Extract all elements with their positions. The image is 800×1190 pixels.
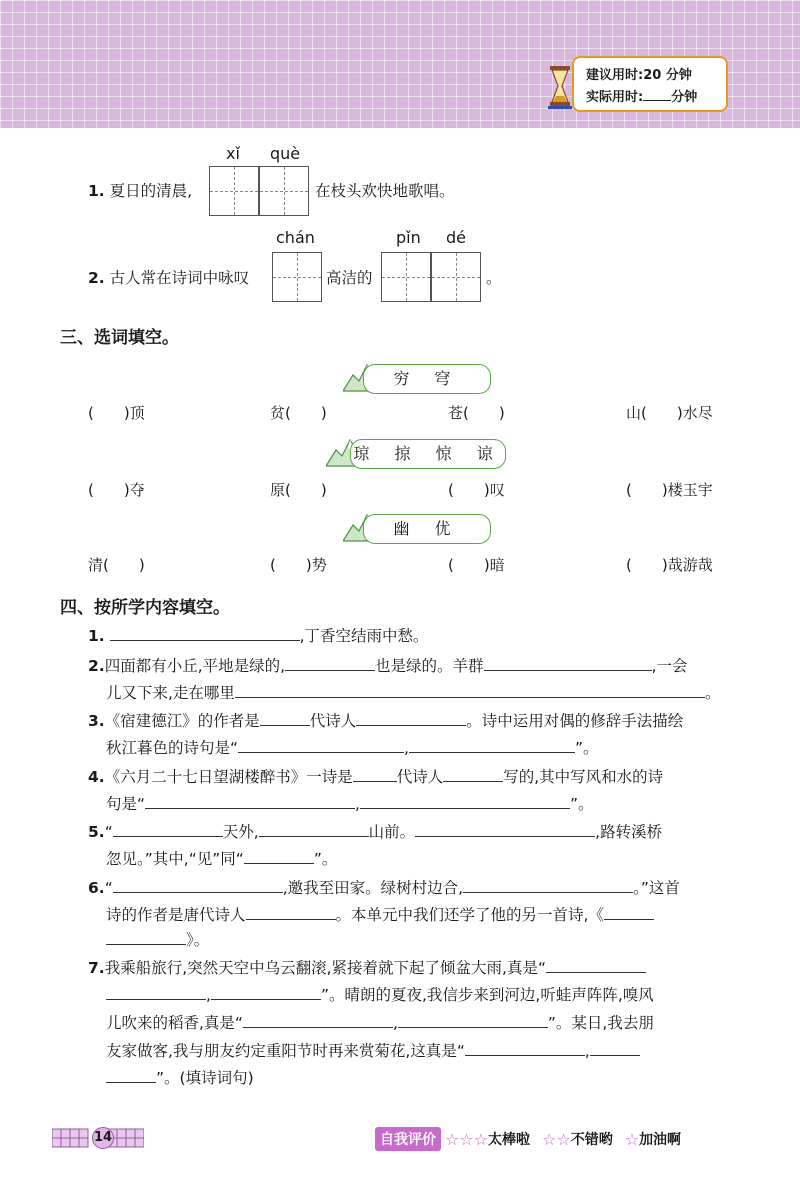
self-evaluation <box>375 1127 693 1151</box>
answer-blank[interactable] <box>244 849 314 864</box>
answer-blank[interactable] <box>259 822 369 837</box>
answer-blank[interactable] <box>415 822 595 837</box>
fill-item[interactable]: ( )暗 <box>448 556 505 574</box>
answer-blank[interactable] <box>106 985 206 1000</box>
p2-q2-prefix: 2. 古人常在诗词中咏叹 <box>88 269 250 287</box>
answer-blank[interactable] <box>465 1041 585 1056</box>
p4-q7-line1: 7.我乘船旅行,突然天空中乌云翻滚,紧接着就下起了倾盆大雨,真是“ <box>88 956 646 978</box>
answer-blank[interactable] <box>604 905 654 920</box>
answer-blank[interactable] <box>110 626 300 641</box>
p4-q2-line1: 2.四面都有小丘,平地是绿的, 也是绿的。羊群 ,一会 <box>88 657 688 675</box>
eval-level-3: 加油啊 <box>639 1132 682 1148</box>
p4-q6-line3: 》。 <box>106 928 209 950</box>
tianzige-box[interactable] <box>209 166 259 216</box>
p4-q3-line1: 3.《宿建德江》的作者是 代诗人 。诗中运用对偶的修辞手法描绘 <box>88 712 684 730</box>
pinyin-de: dé <box>446 228 466 247</box>
answer-blank[interactable] <box>246 905 336 920</box>
star-icon[interactable]: ☆ <box>624 1129 640 1149</box>
p2-q2-end: 。 <box>486 269 502 287</box>
tianzige-box[interactable] <box>431 252 481 302</box>
word-choice-box: 幽 优 <box>363 514 491 544</box>
tianzige-box[interactable] <box>259 166 309 216</box>
answer-blank[interactable] <box>398 1013 548 1028</box>
answer-blank[interactable] <box>113 878 283 893</box>
answer-blank[interactable] <box>243 1013 393 1028</box>
p4-q6-line1: 6.“ ,邀我至田家。绿树村边合, 。”这首 <box>88 879 680 897</box>
p4-q3-line2: 秋江暮色的诗句是“ , ”。 <box>106 739 599 757</box>
p2-q1-suffix: 在枝头欢快地歌唱。 <box>315 182 455 200</box>
page-number: 14 <box>92 1127 114 1149</box>
answer-blank[interactable] <box>360 794 570 809</box>
actual-time: 实际用时: 分钟 <box>586 90 698 105</box>
fill-item[interactable]: ( )夺 <box>88 481 145 499</box>
p2-q2-middle: 高洁的 <box>326 269 373 287</box>
answer-blank[interactable] <box>484 656 652 671</box>
fill-item[interactable]: 原( ) <box>270 481 327 499</box>
fill-item[interactable]: ( )哉游哉 <box>626 556 713 574</box>
fill-item[interactable]: 山( )水尽 <box>626 404 713 422</box>
timer-box <box>572 56 728 112</box>
p4-q5-line2: 忽见。”其中,“见”同“ ”。 <box>106 850 338 868</box>
answer-blank[interactable] <box>235 683 705 698</box>
fill-item[interactable]: 苍( ) <box>448 404 505 422</box>
p4-q4-line2: 句是“ , ”。 <box>106 795 594 813</box>
answer-blank[interactable] <box>145 794 355 809</box>
fill-item[interactable]: ( )叹 <box>448 481 505 499</box>
word-choice-box: 琼 掠 惊 谅 <box>350 439 506 469</box>
star-icon[interactable]: ☆☆ <box>542 1129 571 1149</box>
pinyin-chan: chán <box>276 228 315 247</box>
word-choice-box: 穷 穹 <box>363 364 491 394</box>
fill-item[interactable]: ( )楼玉宇 <box>626 481 713 499</box>
eval-level-1: 太棒啦 <box>488 1132 531 1148</box>
star-icon[interactable]: ☆☆☆ <box>445 1129 489 1149</box>
pinyin-que: què <box>270 144 301 163</box>
p4-q7-line5: ”。(填诗词句) <box>106 1066 254 1088</box>
answer-blank[interactable] <box>443 767 503 782</box>
answer-blank[interactable] <box>546 958 646 973</box>
fill-item[interactable]: 清( ) <box>88 556 145 574</box>
answer-blank[interactable] <box>238 738 404 753</box>
fill-item[interactable]: ( )势 <box>270 556 327 574</box>
answer-blank[interactable] <box>106 930 186 945</box>
answer-blank[interactable] <box>106 1068 156 1083</box>
p4-q7-line2: , ”。晴朗的夏夜,我信步来到河边,听蛙声阵阵,嗅风 <box>106 983 654 1005</box>
answer-blank[interactable] <box>463 878 633 893</box>
answer-blank[interactable] <box>285 656 375 671</box>
answer-blank[interactable] <box>353 767 397 782</box>
answer-blank[interactable] <box>113 822 223 837</box>
pinyin-pin: pǐn <box>396 228 421 247</box>
p4-q5-line1: 5.“ 天外, 山前。 ,路转溪桥 <box>88 823 663 841</box>
actual-time-blank[interactable] <box>643 88 671 101</box>
p4-q7-line4: 友家做客,我与朋友约定重阳节时再来赏菊花,这真是“ , <box>106 1039 640 1061</box>
self-eval-label: 自我评价 <box>375 1127 441 1151</box>
tianzige-box[interactable] <box>381 252 431 302</box>
answer-blank[interactable] <box>260 711 310 726</box>
fill-item[interactable]: 贫( ) <box>270 404 327 422</box>
p4-q1: 1. ,丁香空结雨中愁。 <box>88 627 429 645</box>
eval-level-2: 不错哟 <box>570 1132 613 1148</box>
answer-blank[interactable] <box>211 985 321 1000</box>
answer-blank[interactable] <box>356 711 466 726</box>
section-3-title: 三、选词填空。 <box>60 328 179 348</box>
p4-q7-line3: 儿吹来的稻香,真是“ , ”。某日,我去朋 <box>106 1014 654 1032</box>
answer-blank[interactable] <box>409 738 575 753</box>
section-4-title: 四、按所学内容填空。 <box>60 598 230 618</box>
fill-item[interactable]: ( )顶 <box>88 404 145 422</box>
p4-q2-line2: 儿又下来,走在哪里 。 <box>106 684 721 702</box>
p2-q1-prefix: 1. 夏日的清晨, <box>88 182 193 200</box>
pinyin-xi: xǐ <box>226 144 240 163</box>
suggested-time: 建议用时:20 分钟 <box>586 68 692 83</box>
p4-q6-line2: 诗的作者是唐代诗人 。本单元中我们还学了他的另一首诗,《 <box>106 903 654 925</box>
p4-q4-line1: 4.《六月二十七日望湖楼醉书》一诗是 代诗人 写的,其中写风和水的诗 <box>88 768 664 786</box>
hourglass-icon <box>548 66 572 110</box>
tianzige-box[interactable] <box>272 252 322 302</box>
answer-blank[interactable] <box>590 1041 640 1056</box>
